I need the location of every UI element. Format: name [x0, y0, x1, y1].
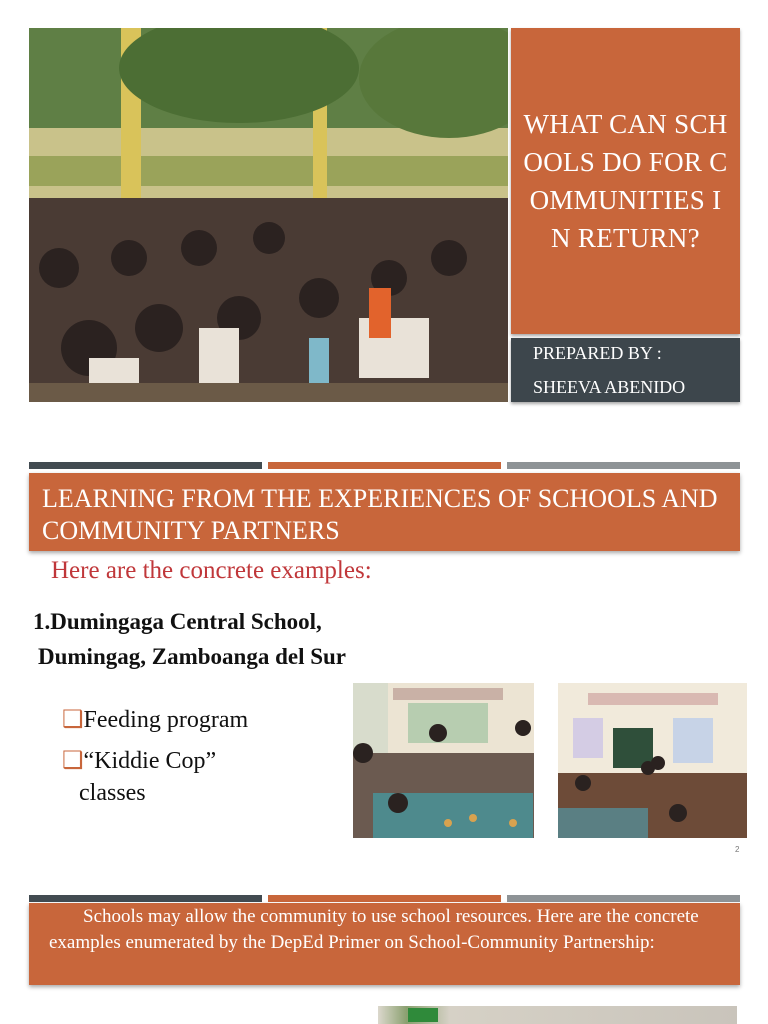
divider-segment-dark	[29, 462, 262, 469]
bullet-item-continuation: classes	[79, 780, 146, 806]
prepared-by-label: PREPARED BY :	[533, 343, 662, 363]
school-name	[33, 604, 346, 674]
divider-segment-orange	[268, 462, 501, 469]
school-photo-partial	[378, 1006, 737, 1024]
bullet-text: “Kiddie Cop”	[83, 748, 217, 774]
crowd-photo-drawing	[29, 28, 508, 402]
slide1-title-box	[511, 28, 740, 334]
classroom-photo-drawing	[353, 683, 534, 838]
slide3-paragraph-box	[29, 903, 740, 985]
slide2-heading-box	[29, 473, 740, 551]
slide3-paragraph: Schools may allow the community to use school resources. Here are the concrete examples enumerated by the DepEd Primer on School-Community Partnership:	[49, 906, 699, 953]
slide2-heading: LEARNING FROM THE EXPERIENCES OF SCHOOLS AND COMMUNITY PARTNERS	[42, 484, 718, 545]
classroom-kiddie-cop-photo	[558, 683, 747, 838]
school-line-1: 1.Dumingaga Central School,	[33, 609, 322, 634]
checkbox-bullet-icon: ❑	[62, 707, 84, 733]
classroom-photo-drawing	[558, 683, 747, 838]
divider-segment-orange	[268, 895, 501, 902]
bullet-item	[62, 746, 216, 776]
slide1-title: WHAT CAN SCHOOLS DO FOR COMMUNITIES IN RETURN?	[523, 109, 728, 253]
divider-segment-dark	[29, 895, 262, 902]
community-crowd-photo	[29, 28, 508, 402]
bullet-text: Feeding program	[83, 707, 249, 733]
page-number: 2	[735, 845, 740, 854]
author-box	[511, 338, 740, 402]
school-line-2: Dumingag, Zamboanga del Sur	[38, 644, 347, 669]
bullet-item	[62, 705, 248, 735]
school-sign	[408, 1008, 438, 1022]
author-name: SHEEVA ABENIDO	[533, 377, 686, 397]
slide2-subheading: Here are the concrete examples:	[51, 557, 372, 584]
classroom-feeding-photo	[353, 683, 534, 838]
divider-segment-gray	[507, 462, 740, 469]
checkbox-bullet-icon: ❑	[62, 748, 84, 774]
divider-segment-gray	[507, 895, 740, 902]
